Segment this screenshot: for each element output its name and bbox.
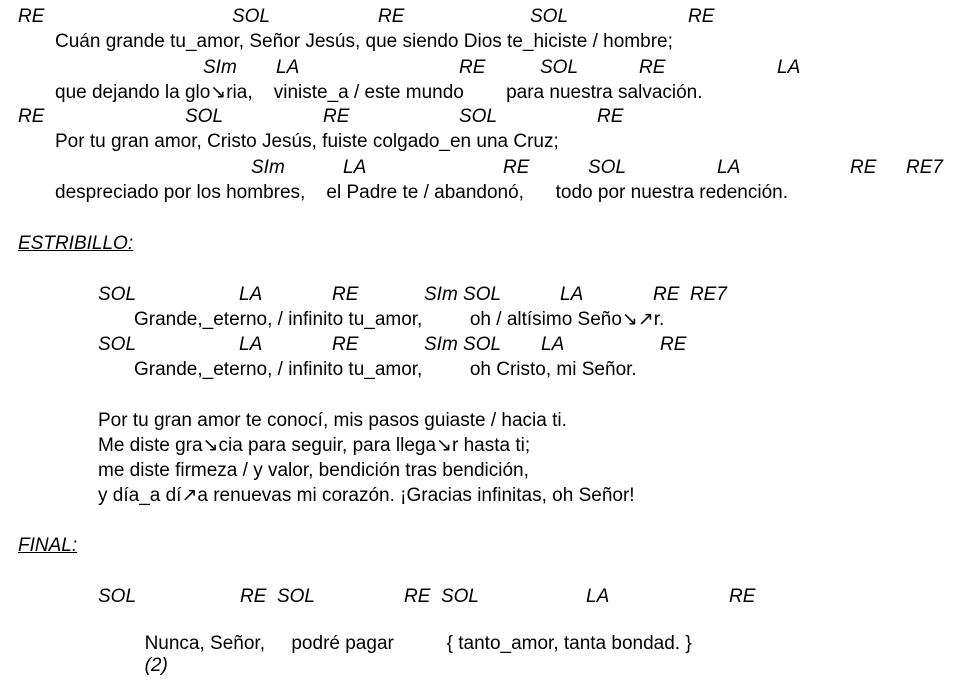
- lyric-line: despreciado por los hombres, el Padre te / abandonó, todo por nuestra redención.: [55, 182, 789, 203]
- chord: SIm: [251, 157, 285, 178]
- chord: RE: [850, 157, 877, 178]
- chord: RE: [503, 157, 530, 178]
- chord: LA: [343, 157, 367, 178]
- chord: SOL: [98, 586, 137, 607]
- lyric-line: [134, 611, 692, 677]
- final-lyric: Nunca, Señor, podré pagar { tanto_amor, tanta bondad. }: [144, 633, 692, 654]
- lyric-line: Grande,_eterno, / infinito tu_amor, oh / altísimo Seño↘↗r.: [134, 309, 665, 330]
- chord: RE: [332, 334, 359, 355]
- chord: SOL: [98, 334, 137, 355]
- chord: RE: [18, 106, 45, 127]
- lyric-line: y día_a dí↗a renuevas mi corazón. ¡Gracias infinitas, oh Señor!: [98, 485, 635, 506]
- chord: RE: [323, 106, 350, 127]
- chord: RE: [378, 6, 405, 27]
- chord: RE SOL: [404, 586, 479, 607]
- repeat-marker: (2): [144, 655, 168, 676]
- chord: SOL: [540, 57, 579, 78]
- chord: RE SOL: [240, 586, 315, 607]
- chord: SIm SOL: [424, 284, 502, 305]
- chord: LA: [777, 57, 801, 78]
- chord: RE: [459, 57, 486, 78]
- chord: RE: [18, 6, 45, 27]
- chord: RE: [660, 334, 687, 355]
- chord: SIm: [203, 57, 237, 78]
- chord: SOL: [459, 106, 498, 127]
- lyric-line: Me diste gra↘cia para seguir, para llega↘r hasta ti;: [98, 435, 531, 456]
- lyric-line: Por tu gran amor te conocí, mis pasos guiaste / hacia ti.: [98, 410, 567, 431]
- chord: RE: [729, 586, 756, 607]
- lyric-line: Grande,_eterno, / infinito tu_amor, oh Cristo, mi Señor.: [134, 359, 637, 380]
- chord: SOL: [530, 6, 569, 27]
- lyric-line: Cuán grande tu_amor, Señor Jesús, que siendo Dios te_hiciste / hombre;: [55, 31, 673, 52]
- section-heading-estribillo: ESTRIBILLO:: [18, 233, 134, 254]
- chord: SOL: [185, 106, 224, 127]
- chord: RE RE7: [653, 284, 727, 305]
- chord: RE: [688, 6, 715, 27]
- chord: SOL: [98, 284, 137, 305]
- chord: LA: [276, 57, 300, 78]
- chord: LA: [239, 284, 263, 305]
- chord: RE: [332, 284, 359, 305]
- lyric-line: que dejando la glo↘ria, viniste_a / este mundo para nuestra salvación.: [55, 82, 703, 103]
- lyric-line: Por tu gran amor, Cristo Jesús, fuiste colgado_en una Cruz;: [55, 131, 559, 152]
- chord: SOL: [232, 6, 271, 27]
- chord: LA: [541, 334, 565, 355]
- section-heading-final: FINAL:: [18, 535, 78, 556]
- chord: LA: [717, 157, 741, 178]
- chord: RE7: [906, 157, 943, 178]
- chord: RE: [639, 57, 666, 78]
- chord: LA: [586, 586, 610, 607]
- chord: LA: [239, 334, 263, 355]
- lyric-line: me diste firmeza / y valor, bendición tras bendición,: [98, 460, 529, 481]
- chord: LA: [560, 284, 584, 305]
- chord: SOL: [588, 157, 627, 178]
- chord: SIm SOL: [424, 334, 502, 355]
- chord: RE: [597, 106, 624, 127]
